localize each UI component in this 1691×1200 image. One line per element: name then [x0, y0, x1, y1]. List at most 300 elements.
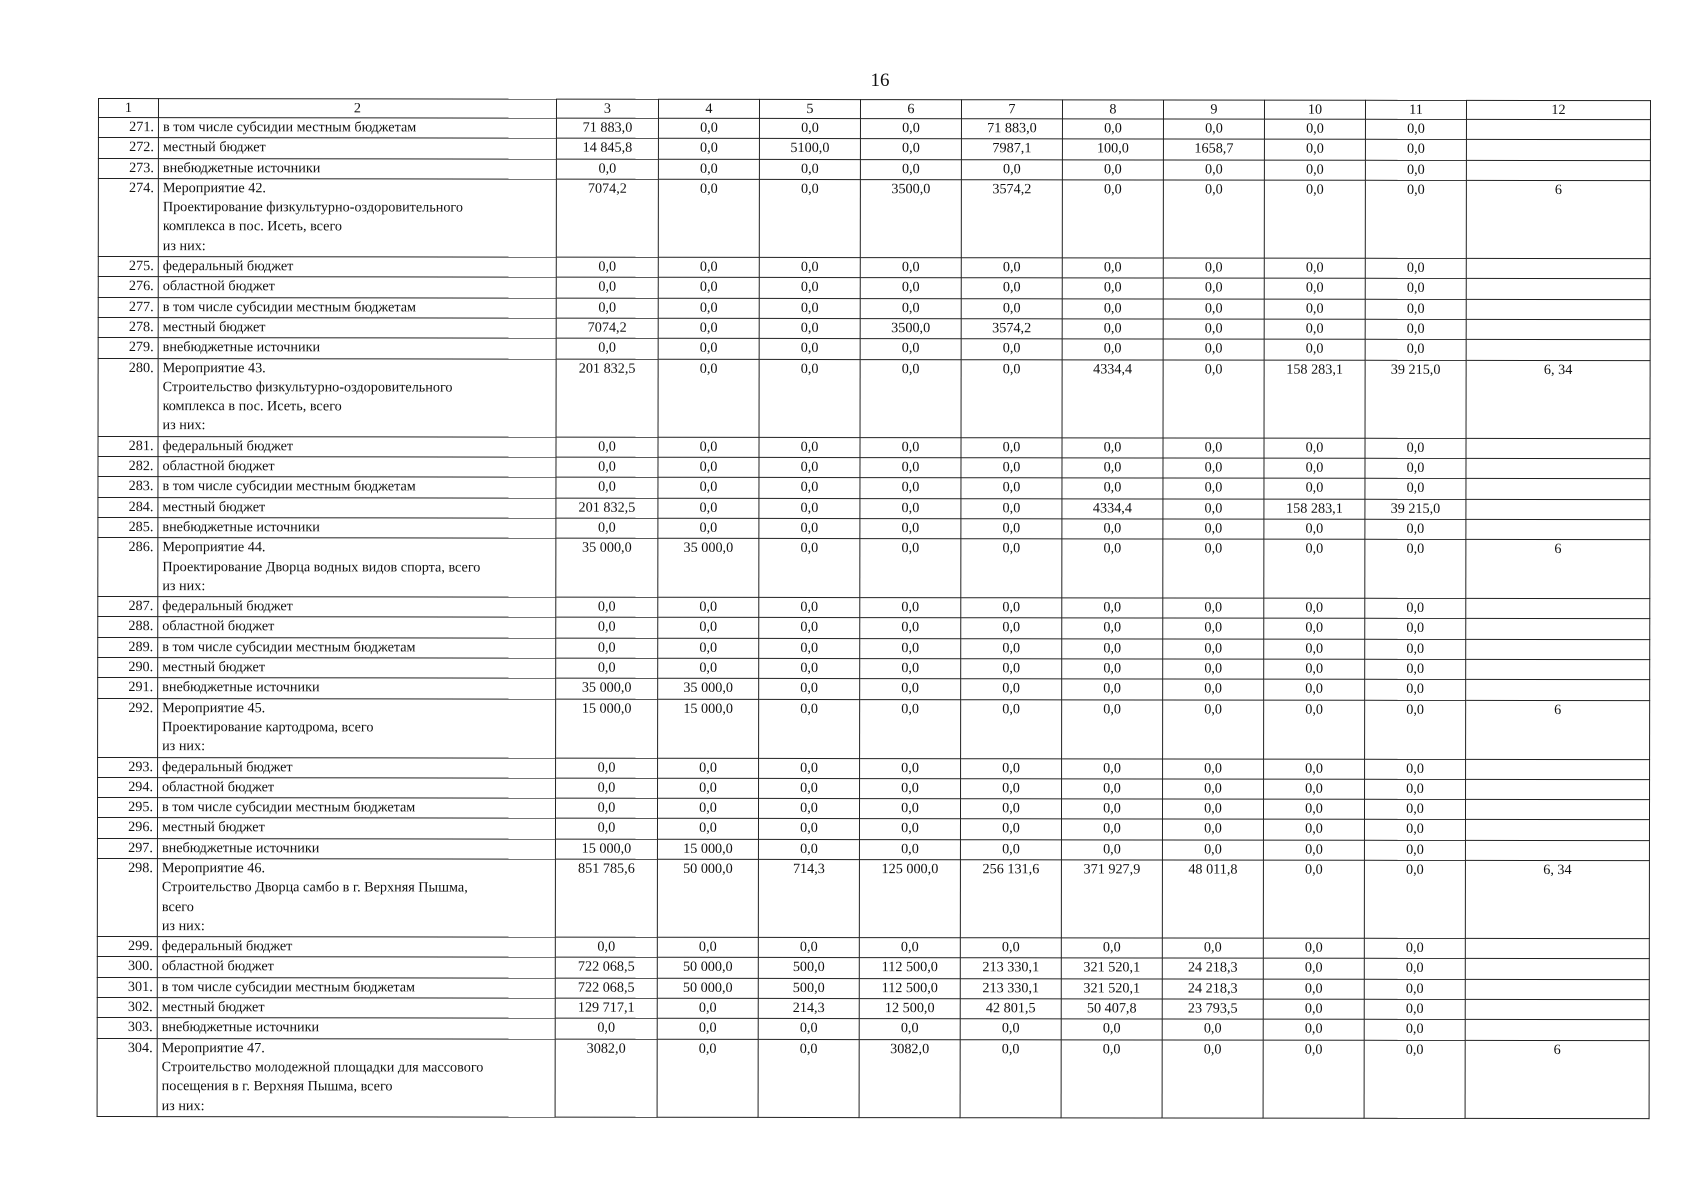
value-cell: 0,0 [860, 258, 961, 278]
value-cell: 0,0 [658, 298, 759, 318]
value-cell: 0,0 [1163, 598, 1264, 618]
note-cell [1466, 299, 1650, 320]
value-cell: 0,0 [961, 679, 1062, 699]
value-cell: 0,0 [1264, 779, 1365, 799]
table-row [98, 178, 1650, 258]
value-cell: 0,0 [1263, 999, 1364, 1019]
value-cell: 0,0 [961, 519, 1062, 539]
value-cell: 851 785,6 [555, 859, 657, 937]
value-cell: 0,0 [1061, 1040, 1162, 1118]
row-name-line: федеральный бюджет [162, 758, 293, 775]
value-cell: 0,0 [1365, 258, 1466, 278]
row-number: 296. [97, 818, 157, 838]
value-cell: 0,0 [759, 118, 860, 138]
value-cell: 0,0 [658, 758, 759, 778]
table-row [98, 436, 1650, 458]
row-name-line: внебюджетные источники [162, 679, 320, 696]
table-row [98, 517, 1650, 539]
row-name [158, 597, 556, 618]
note-cell [1465, 959, 1649, 980]
value-cell: 3574,2 [961, 319, 1062, 339]
row-name-line: из них: [161, 917, 205, 935]
value-cell: 0,0 [860, 139, 961, 159]
value-cell: 112 500,0 [859, 978, 960, 998]
value-cell: 0,0 [759, 598, 860, 618]
value-cell: 0,0 [1061, 840, 1162, 860]
value-cell: 0,0 [1264, 619, 1365, 639]
value-cell: 500,0 [758, 958, 859, 978]
note-cell [1465, 800, 1649, 821]
value-cell: 0,0 [1163, 758, 1264, 778]
value-cell: 0,0 [1062, 539, 1163, 598]
value-cell: 48 011,8 [1162, 860, 1263, 938]
value-cell: 0,0 [1264, 160, 1365, 180]
value-cell: 0,0 [657, 819, 758, 839]
value-cell: 112 500,0 [859, 958, 960, 978]
value-cell: 0,0 [1163, 319, 1264, 339]
table-row [98, 118, 1650, 140]
value-cell: 0,0 [1365, 659, 1466, 679]
value-cell: 0,0 [759, 278, 860, 298]
table-row [98, 477, 1650, 499]
row-name-line: в том числе субсидии местным бюджетам [162, 478, 416, 495]
row-name [158, 617, 556, 638]
row-number: 275. [98, 257, 158, 277]
row-number: 276. [98, 277, 158, 297]
row-name [158, 358, 556, 437]
value-cell: 321 520,1 [1061, 958, 1162, 978]
row-number: 274. [98, 178, 158, 256]
row-name [158, 457, 556, 478]
value-cell: 0,0 [658, 437, 759, 457]
note-cell [1466, 340, 1650, 361]
value-cell: 0,0 [556, 159, 658, 179]
note-cell [1466, 119, 1650, 140]
value-cell: 0,0 [758, 819, 859, 839]
row-name-line: в том числе субсидии местным бюджетам [162, 638, 416, 656]
value-cell: 0,0 [556, 257, 658, 277]
value-cell: 0,0 [658, 638, 759, 658]
value-cell: 0,0 [1163, 700, 1264, 759]
row-name-line: посещения в г. Верхняя Пышма, всего [161, 1078, 393, 1095]
note-cell [1465, 979, 1649, 1000]
value-cell: 0,0 [1263, 799, 1364, 819]
value-cell: 0,0 [658, 359, 759, 437]
value-cell: 0,0 [1163, 499, 1264, 519]
row-name [158, 477, 556, 498]
value-cell: 0,0 [1163, 360, 1264, 438]
value-cell: 0,0 [1061, 938, 1162, 958]
note-cell [1466, 519, 1650, 540]
row-name-line: Строительство молодежной площадки для массового [161, 1059, 484, 1076]
row-name-line: местный бюджет [162, 139, 266, 156]
value-cell: 0,0 [1365, 700, 1466, 759]
value-cell: 0,0 [555, 819, 657, 839]
value-cell: 14 845,8 [556, 138, 658, 158]
value-cell: 0,0 [1263, 820, 1364, 840]
value-cell: 0,0 [1364, 999, 1465, 1019]
row-number: 280. [98, 358, 158, 436]
note-cell [1466, 499, 1650, 520]
value-cell: 0,0 [1264, 478, 1365, 498]
value-cell: 0,0 [860, 679, 961, 699]
row-name-line: местный бюджет [162, 659, 266, 676]
value-cell: 0,0 [658, 159, 759, 179]
value-cell: 0,0 [1264, 319, 1365, 339]
row-name [157, 859, 555, 938]
note-cell [1466, 140, 1650, 161]
value-cell: 0,0 [1364, 1040, 1465, 1118]
value-cell: 0,0 [1263, 840, 1364, 860]
page-number: 16 [870, 70, 890, 91]
value-cell: 7074,2 [556, 318, 658, 338]
value-cell: 0,0 [759, 679, 860, 699]
value-cell: 50 407,8 [1061, 999, 1162, 1019]
row-name-line: Проектирование физкультурно-оздоровительного [162, 199, 463, 216]
table-row [98, 358, 1650, 438]
row-number: 291. [98, 678, 158, 698]
value-cell: 0,0 [1365, 299, 1466, 319]
row-name [158, 777, 556, 798]
value-cell: 0,0 [1062, 180, 1163, 258]
value-cell: 0,0 [658, 658, 759, 678]
row-number: 285. [98, 517, 158, 537]
value-cell: 0,0 [961, 437, 1062, 457]
table-row [97, 937, 1649, 959]
value-cell: 0,0 [759, 437, 860, 457]
table-row [98, 777, 1650, 799]
value-cell: 0,0 [1264, 598, 1365, 618]
table-row [97, 1038, 1649, 1118]
value-cell: 0,0 [860, 437, 961, 457]
value-cell: 0,0 [1263, 1019, 1364, 1039]
value-cell: 0,0 [1364, 979, 1465, 999]
table-row [97, 1018, 1649, 1040]
value-cell: 0,0 [759, 478, 860, 498]
row-name-line: Проектирование Дворца водных видов спорта, всего [162, 558, 481, 576]
row-name-line: в том числе субсидии местным бюджетам [161, 799, 416, 816]
row-name-line: местный бюджет [162, 498, 266, 515]
value-cell: 0,0 [556, 758, 658, 778]
value-cell: 0,0 [1264, 639, 1365, 659]
value-cell: 0,0 [960, 839, 1061, 859]
column-header: 3 [556, 99, 658, 118]
value-cell: 0,0 [961, 258, 1062, 278]
value-cell: 0,0 [1365, 180, 1466, 258]
row-name-line: Мероприятие 44. [162, 539, 266, 556]
row-name [158, 257, 556, 278]
value-cell: 0,0 [1062, 659, 1163, 679]
row-name [158, 678, 556, 699]
value-cell: 213 330,1 [960, 958, 1061, 978]
row-name-line: в том числе субсидии местным бюджетам [162, 119, 417, 136]
value-cell: 0,0 [1162, 1040, 1263, 1118]
row-number: 279. [98, 338, 158, 358]
value-cell: 0,0 [1264, 659, 1365, 679]
table-row [98, 497, 1650, 519]
value-cell: 0,0 [1062, 519, 1163, 539]
value-cell: 371 927,9 [1061, 860, 1162, 938]
value-cell: 0,0 [960, 819, 1061, 839]
value-cell: 0,0 [556, 457, 658, 477]
value-cell: 0,0 [961, 339, 1062, 359]
row-name-line: Мероприятие 42. [162, 179, 266, 197]
value-cell: 0,0 [759, 359, 860, 437]
value-cell: 0,0 [860, 659, 961, 679]
value-cell: 39 215,0 [1365, 360, 1466, 438]
value-cell: 0,0 [1062, 758, 1163, 778]
value-cell: 0,0 [1162, 819, 1263, 839]
table-row [98, 158, 1650, 180]
row-number: 298. [97, 858, 157, 936]
value-cell: 0,0 [1264, 258, 1365, 278]
table-row [98, 317, 1650, 339]
note-cell: 6 [1466, 700, 1650, 759]
value-cell: 3500,0 [860, 319, 961, 339]
table-row [98, 538, 1650, 599]
value-cell: 0,0 [1062, 598, 1163, 618]
row-name-line: Мероприятие 47. [161, 1039, 265, 1056]
value-cell: 0,0 [657, 1019, 758, 1039]
value-cell: 35 000,0 [658, 679, 759, 699]
value-cell: 0,0 [961, 779, 1062, 799]
row-name [157, 798, 555, 819]
value-cell: 0,0 [960, 799, 1061, 819]
row-name-line: местный бюджет [161, 819, 265, 836]
value-cell: 0,0 [657, 937, 758, 957]
column-header: 8 [1062, 100, 1163, 119]
value-cell: 158 283,1 [1264, 499, 1365, 519]
value-cell: 0,0 [759, 699, 860, 758]
row-number: 277. [98, 297, 158, 317]
value-cell: 722 068,5 [555, 978, 657, 998]
value-cell: 0,0 [1263, 1040, 1364, 1118]
value-cell: 0,0 [961, 758, 1062, 778]
value-cell: 256 131,6 [960, 860, 1061, 938]
value-cell: 0,0 [658, 597, 759, 617]
row-name [157, 1038, 555, 1117]
value-cell: 0,0 [759, 638, 860, 658]
note-cell [1466, 639, 1650, 660]
value-cell: 0,0 [1062, 438, 1163, 458]
value-cell: 0,0 [1264, 180, 1365, 258]
row-number: 287. [98, 597, 158, 617]
value-cell: 0,0 [1163, 160, 1264, 180]
value-cell: 39 215,0 [1365, 499, 1466, 519]
value-cell: 0,0 [860, 278, 961, 298]
value-cell: 0,0 [860, 699, 961, 758]
value-cell: 0,0 [555, 798, 657, 818]
value-cell: 0,0 [759, 159, 860, 179]
row-name [158, 518, 556, 539]
value-cell: 0,0 [961, 478, 1062, 498]
column-header: 9 [1163, 100, 1264, 119]
value-cell: 0,0 [758, 1019, 859, 1039]
row-name [158, 138, 556, 159]
value-cell: 42 801,5 [960, 999, 1061, 1019]
value-cell: 0,0 [1163, 659, 1264, 679]
value-cell: 0,0 [1264, 519, 1365, 539]
value-cell: 0,0 [758, 839, 859, 859]
note-cell [1465, 939, 1649, 960]
note-cell: 6 [1466, 180, 1650, 258]
value-cell: 0,0 [961, 458, 1062, 478]
value-cell: 50 000,0 [657, 859, 758, 937]
row-number: 282. [98, 457, 158, 477]
value-cell: 129 717,1 [555, 998, 657, 1018]
value-cell: 0,0 [961, 539, 1062, 598]
value-cell: 0,0 [1062, 699, 1163, 758]
note-cell [1466, 680, 1650, 701]
row-number: 290. [98, 658, 158, 678]
value-cell: 0,0 [556, 338, 658, 358]
value-cell: 0,0 [1365, 519, 1466, 539]
value-cell: 0,0 [1364, 820, 1465, 840]
value-cell: 0,0 [658, 618, 759, 638]
value-cell: 0,0 [1364, 860, 1465, 938]
value-cell: 0,0 [1062, 339, 1163, 359]
value-cell: 0,0 [657, 798, 758, 818]
value-cell: 0,0 [860, 618, 961, 638]
row-number: 300. [97, 957, 157, 977]
value-cell: 0,0 [859, 799, 960, 819]
note-cell [1466, 759, 1650, 780]
value-cell: 0,0 [759, 339, 860, 359]
column-header: 7 [961, 100, 1062, 119]
value-cell: 0,0 [1163, 339, 1264, 359]
value-cell: 0,0 [860, 638, 961, 658]
row-name [158, 637, 556, 658]
row-name-line: внебюджетные источники [162, 159, 321, 176]
value-cell: 0,0 [1364, 799, 1465, 819]
value-cell: 0,0 [1365, 479, 1466, 499]
value-cell: 0,0 [759, 758, 860, 778]
row-number: 286. [98, 538, 158, 597]
value-cell: 0,0 [859, 1019, 960, 1039]
row-name [158, 698, 556, 757]
value-cell: 0,0 [1163, 639, 1264, 659]
value-cell: 35 000,0 [658, 539, 759, 598]
value-cell: 0,0 [658, 778, 759, 798]
value-cell: 722 068,5 [555, 958, 657, 978]
value-cell: 0,0 [961, 498, 1062, 518]
value-cell: 0,0 [1062, 779, 1163, 799]
value-cell: 0,0 [759, 778, 860, 798]
value-cell: 0,0 [1264, 539, 1365, 598]
value-cell: 0,0 [1163, 180, 1264, 258]
table-row [97, 998, 1649, 1020]
table-body [97, 99, 1650, 1119]
row-name [158, 538, 556, 597]
row-name-line: внебюджетные источники [161, 1019, 320, 1036]
value-cell: 0,0 [860, 458, 961, 478]
value-cell: 71 883,0 [961, 119, 1062, 139]
value-cell: 0,0 [1264, 339, 1365, 359]
value-cell: 3082,0 [859, 1039, 960, 1117]
row-name-line: Проектирование картодрома, всего [162, 718, 374, 736]
row-name [158, 658, 556, 679]
value-cell: 0,0 [658, 139, 759, 159]
value-cell: 0,0 [1263, 979, 1364, 999]
value-cell: 0,0 [961, 618, 1062, 638]
value-cell: 0,0 [859, 839, 960, 859]
row-number: 294. [98, 777, 158, 797]
value-cell: 0,0 [1365, 619, 1466, 639]
row-name-line: областной бюджет [162, 278, 275, 295]
value-cell: 0,0 [1264, 458, 1365, 478]
row-number: 292. [98, 698, 158, 757]
value-cell: 0,0 [1264, 119, 1365, 139]
value-cell: 0,0 [759, 658, 860, 678]
value-cell: 0,0 [1263, 959, 1364, 979]
value-cell: 0,0 [961, 359, 1062, 437]
table-row [98, 138, 1650, 160]
value-cell: 0,0 [1163, 458, 1264, 478]
value-cell: 0,0 [1263, 860, 1364, 938]
value-cell: 15 000,0 [658, 699, 759, 758]
row-name-line: областной бюджет [161, 958, 274, 975]
note-cell [1465, 820, 1649, 841]
row-name-line: Мероприятие 45. [162, 699, 266, 716]
row-name [157, 818, 555, 839]
table-row [98, 617, 1650, 639]
note-cell [1466, 438, 1650, 459]
value-cell: 321 520,1 [1061, 979, 1162, 999]
value-cell: 0,0 [860, 359, 961, 437]
row-name [157, 838, 555, 859]
row-name-line: внебюджетные источники [162, 519, 320, 536]
value-cell: 158 283,1 [1264, 360, 1365, 438]
row-name-line: Мероприятие 46. [161, 860, 266, 877]
row-name [158, 757, 556, 778]
column-header: 6 [860, 100, 961, 119]
value-cell: 0,0 [657, 998, 758, 1018]
value-cell: 24 218,3 [1162, 958, 1263, 978]
value-cell: 4334,4 [1062, 359, 1163, 437]
value-cell: 15 000,0 [555, 839, 657, 859]
value-cell: 0,0 [1163, 119, 1264, 139]
row-name-line: из них: [161, 1097, 205, 1114]
value-cell: 201 832,5 [556, 498, 658, 518]
value-cell: 0,0 [759, 539, 860, 598]
column-header: 5 [759, 99, 860, 118]
value-cell: 0,0 [961, 638, 1062, 658]
value-cell: 0,0 [1365, 119, 1466, 139]
value-cell: 214,3 [758, 998, 859, 1018]
value-cell: 35 000,0 [556, 538, 658, 597]
row-name-line: из них: [162, 417, 206, 434]
row-name-line: федеральный бюджет [162, 598, 293, 615]
value-cell: 0,0 [658, 318, 759, 338]
row-name-line: из них: [162, 738, 206, 755]
table-row [98, 757, 1650, 779]
row-name-line: областной бюджет [162, 778, 275, 796]
table-row [97, 818, 1649, 840]
column-header: 10 [1264, 100, 1365, 119]
value-cell: 0,0 [759, 457, 860, 477]
value-cell: 0,0 [1162, 1019, 1263, 1039]
value-cell: 0,0 [961, 298, 1062, 318]
value-cell: 0,0 [1163, 618, 1264, 638]
value-cell: 500,0 [758, 978, 859, 998]
value-cell: 0,0 [960, 938, 1061, 958]
table-row [97, 858, 1649, 938]
value-cell: 0,0 [555, 1018, 657, 1038]
value-cell: 0,0 [1365, 759, 1466, 779]
row-name [158, 497, 556, 518]
value-cell: 7074,2 [556, 179, 658, 257]
row-name-line: из них: [162, 237, 206, 254]
